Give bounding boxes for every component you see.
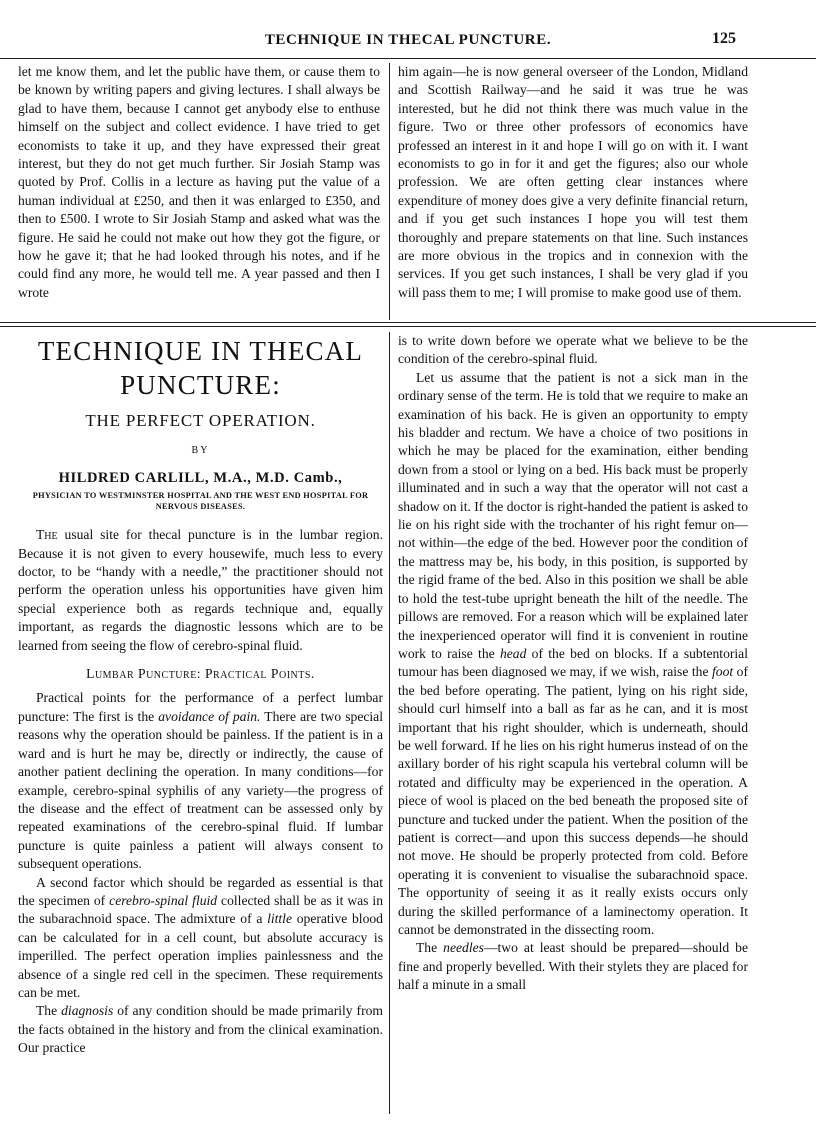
running-head bbox=[0, 30, 816, 54]
p3-text-a: The bbox=[36, 1003, 62, 1019]
p2-text-c: operative blood can be calculated for in a cell count, but absolute accuracy is imperilled. The perfect operation implies painlessness and the absence of a single red cell in the specimen. These requirements can be met. bbox=[18, 911, 383, 1000]
p2-emphasis-2: little bbox=[267, 911, 292, 927]
r2-emphasis-1: head bbox=[499, 645, 527, 661]
article-column-divider bbox=[389, 332, 390, 1114]
header-rule bbox=[0, 58, 816, 59]
byline: BY bbox=[191, 445, 210, 457]
intro-first-word: The bbox=[36, 527, 58, 543]
page-number: 125 bbox=[712, 30, 736, 47]
paragraph-pain bbox=[18, 689, 383, 873]
author-affiliation: PHYSICIAN TO WESTMINSTER HOSPITAL AND THE WEST END HOSPITAL FOR NERVOUS DISEASES. bbox=[32, 491, 369, 511]
p1-text-b: There are two special reasons why the operation should be painless. If the patient is in a ward and is hurt he may be, directly or indirectly, the cause of another patient declining the operation. In many conditions—for example, cerebro-spinal syphilis of any variety—the progress of the disease and the effect of treatment can be assessed only by repeated examinations of the cerebro-spinal fluid. If lumbar puncture is quite painless a patient will always consent to subsequent operations. bbox=[18, 708, 383, 872]
p1-emphasis: avoidance of pain. bbox=[158, 708, 261, 724]
paragraph-needles bbox=[398, 939, 748, 994]
top-column-divider bbox=[389, 63, 390, 320]
paragraph-continued: is to write down before we operate what we believe to be the condition of the cerebro-spinal fluid. bbox=[398, 333, 748, 367]
p1-text-a: Practical points for the performance of a perfect lumbar puncture: The first is the bbox=[18, 690, 383, 724]
r2-emphasis-2: foot bbox=[712, 664, 734, 680]
p2-text-b: collected shall be as it was in the subarachnoid space. The admixture of a bbox=[18, 892, 383, 927]
section-double-rule-1 bbox=[0, 322, 816, 323]
paragraph-position bbox=[398, 369, 748, 940]
top-left-column bbox=[18, 63, 380, 302]
r2-text-b: of the bed on blocks. If a subtentorial tumour has been diagnosed we may, if we wish, raise the bbox=[398, 645, 748, 680]
article-title-line-1: TECHNIQUE IN THECAL bbox=[37, 336, 364, 366]
article-left-column bbox=[18, 332, 383, 1058]
author-name: HILDRED CARLILL, M.A., M.D. Camb., bbox=[58, 469, 343, 486]
paragraph-specimen bbox=[18, 874, 383, 1003]
article-subtitle: THE PERFECT OPERATION. bbox=[85, 411, 316, 430]
top-right-column bbox=[398, 63, 748, 302]
r2-text-c: of the bed before operating. The patient, lying on his right side, should curl himself into a ball as far as he can, and it is most important that his right shoulder, which is underneath, should be well forward. If he lies on his right humerus instead of on the axillary border of his right scapula his vertebral column will be rotated and difficulty may be experienced in the operation. A piece of wool is placed on the bed beneath the proposed site of puncture and tucked under the patient. When the position of the patient is correct—and upon this success depends—he should not move. He should be properly protected from cold. Before operating it is convenient to visualise the subarachnoid space. The opportunity of seeing it as it really exists occurs only during the skilled performance of a laminectomy operation. It cannot be demonstrated in the dissecting room. bbox=[398, 664, 748, 937]
section-heading: Lumbar Puncture: Practical Points. bbox=[86, 666, 315, 682]
top-left-paragraph: let me know them, and let the public have them, or cause them to be known by writing papers and giving lectures. I shall always be glad to have them, because I cannot get anybody else to enthuse himself on the subject and collect evidence. I have tried to get economists to take it up, and they have expressed their great interest, but they do not get much further. Sir Josiah Stamp was quoted by Prof. Collis in a lecture as having put the value of a human individual at £250, and then it was enlarged to £350, and then to £500. I wrote to Sir Josiah Stamp and asked what was the figure. He said he could not make out how they got the figure, or how he gave it; that he had looked through his notes, and if he could find any more, he would tell me. A year passed and then I wrote bbox=[18, 64, 380, 300]
article-title-line-2: PUNCTURE: bbox=[120, 370, 281, 400]
r3-text-a: The bbox=[416, 940, 444, 956]
running-title: TECHNIQUE IN THECAL PUNCTURE. bbox=[264, 32, 552, 48]
paragraph-diagnosis bbox=[18, 1002, 383, 1057]
intro-paragraph bbox=[18, 526, 383, 655]
p3-emphasis: diagnosis bbox=[61, 1003, 114, 1019]
p3-text-b: of any condition should be made primarily from the facts obtained in the history and from the clinical examination. Our practice bbox=[18, 1003, 383, 1056]
intro-text: usual site for thecal puncture is in the lumbar region. Because it is not given to every housewife, much less to every doctor, to be “handy with a needle,” the practitioner should not perform the operation unless his opportunities have given him special experience both as regards technique and, equally important, as regards the diagnostic lessons which are to be learned from seeing the flow of cerebro-spinal fluid. bbox=[18, 527, 383, 653]
p2-text-a: A second factor which should be regarded as essential is that the specimen of bbox=[18, 874, 383, 908]
top-right-paragraph: him again—he is now general overseer of the London, Midland and Scottish Railway—and he said it was true he was interested, but he did not think there was much value in the figure. Two or three other professors of economics have professed an interest in it and hope I will go on with it. I want economists to go in for it and get the figures; also our whole profession. We are often getting clear instances where expenditure of money does give a very definite financial return, and if you get such instances I hope you will test them thoroughly and prepare statements on that line. Such instances are more obvious in the tropics and in connexion with the services. If you get such instances, I shall be very glad if you will pass them to me; I will promise to make good use of them. bbox=[398, 64, 748, 300]
r3-emphasis: needles bbox=[443, 940, 484, 956]
article-right-column bbox=[398, 332, 748, 995]
p2-emphasis-1: cerebro-spinal fluid bbox=[109, 892, 218, 908]
r2-text-a: Let us assume that the patient is not a sick man in the ordinary sense of the term. He is told that we require to make an examination of his back. He is given an opportunity to empty his bladder and rectum. We have a choice of two positions in which he may be placed for the examination, either bending down from a stool or lying on a bed. His back must be properly illuminated and in such a way that the operator will not cast a shadow on it. If the doctor is right-handed the patient is asked to lie on his right side with the trochanter of his right femur on—not within—the edge of the bed. However poor the condition of the mattress may be, his body, in this position, is supported by the rigid frame of the bed. Also in this position we shall be able to hold the test-tube upright beneath the hilt of the needle. The pillows are removed. For a reason which will be explained later the inexperienced operator will find it is convenient in routine work to raise the bbox=[398, 369, 748, 661]
r3-text-b: —two at least should be prepared—should be fine and properly bevelled. With their stylets they are placed for half a minute in a small bbox=[398, 940, 748, 993]
section-double-rule-2 bbox=[0, 326, 816, 327]
